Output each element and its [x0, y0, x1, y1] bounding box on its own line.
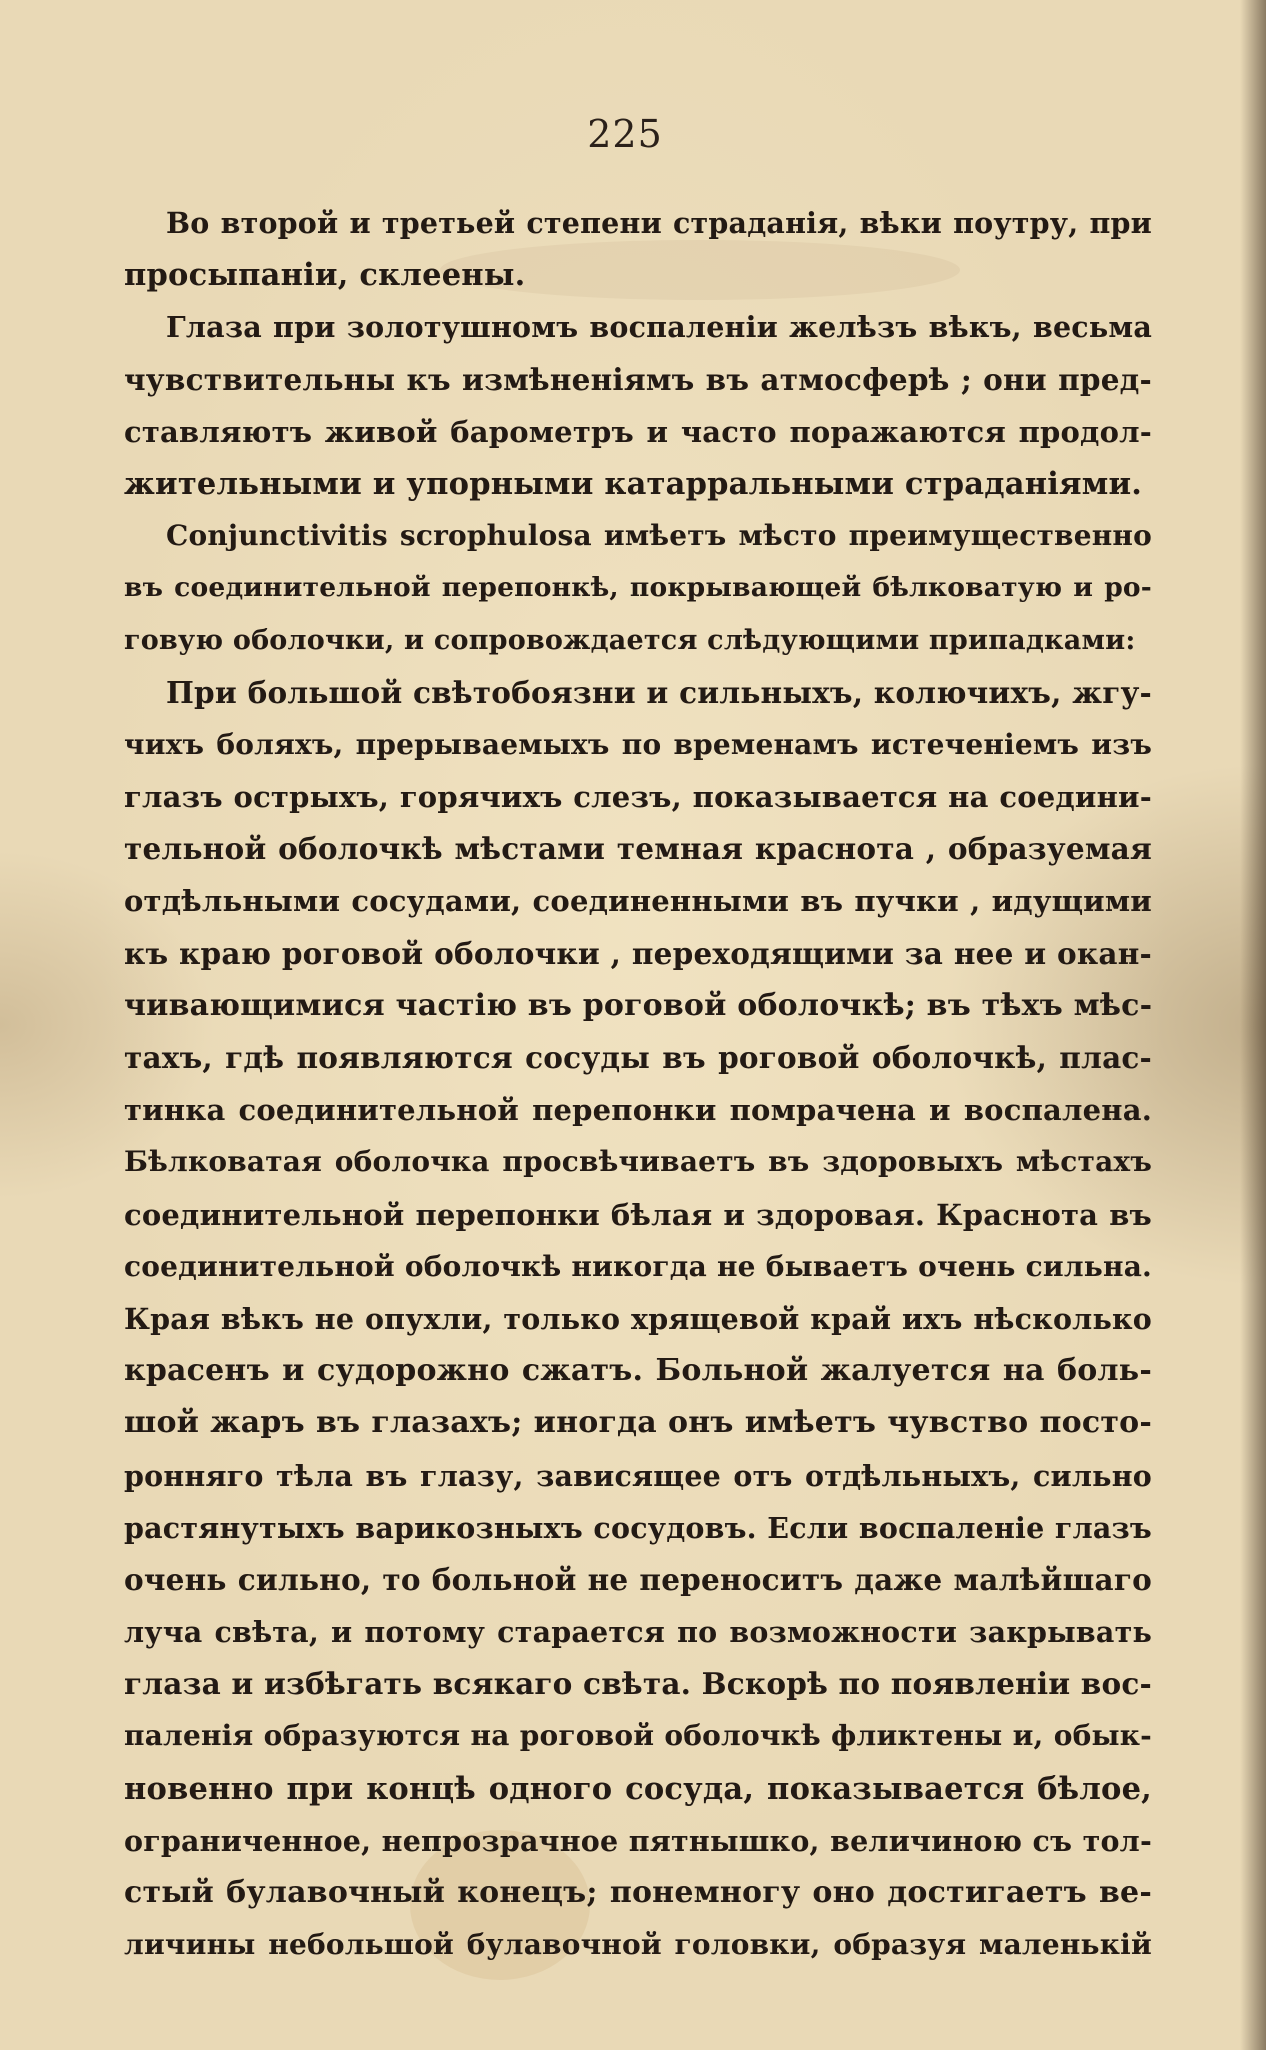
- text-line: глазъ острыхъ, горячихъ слезъ, показывается на соедини-: [124, 780, 1152, 815]
- text-line: соединительной перепонки бѣлая и здоровая. Краснота въ: [124, 1197, 1152, 1232]
- text-line: отдѣльными сосудами, соединенными въ пучки , идущими: [124, 884, 1152, 919]
- text-line: чихъ боляхъ, прерываемыхъ по временамъ истеченіемъ изъ: [124, 727, 1152, 761]
- text-line: глаза и избѣгать всякаго свѣта. Вскорѣ по появленіи вос-: [124, 1666, 1152, 1702]
- text-line: говую оболочки, и сопровождается слѣдующими припадками:: [124, 624, 1136, 656]
- text-line: ограниченное, непрозрачное пятнышко, величиною съ тол-: [124, 1823, 1152, 1858]
- text-line: жительными и упорными катарральными страданіями.: [124, 465, 1143, 502]
- text-line: тельной оболочкѣ мѣстами темная краснота , образуемая: [124, 831, 1152, 867]
- text-line: Глаза при золотушномъ воспаленіи желѣзъ вѣкъ, весьма: [166, 310, 1152, 345]
- page-edge-shadow: [1240, 0, 1266, 2050]
- text-line: къ краю роговой оболочки , переходящими за нее и окан-: [124, 935, 1152, 971]
- text-line: новенно при концѣ одного сосуда, показывается бѣлое,: [124, 1770, 1152, 1807]
- text-line: Края вѣкъ не опухли, только хрящевой край ихъ нѣсколько: [124, 1301, 1152, 1336]
- text-line: Conjunctivitis scrophulosa имѣетъ мѣсто преимущественно: [166, 519, 1152, 553]
- text-line: паленія образуются на роговой оболочкѣ фликтены и, обык-: [124, 1719, 1152, 1753]
- text-line: стый булавочный конецъ; понемногу оно достигаетъ ве-: [124, 1875, 1152, 1910]
- text-line: Во второй и третьей степени страданія, вѣки поутру, при: [166, 206, 1152, 240]
- text-line: растянутыхъ варикозныхъ сосудовъ. Если воспаленіе глазъ: [124, 1510, 1152, 1545]
- text-line: личины небольшой булавочной головки, образуя маленькій: [124, 1928, 1152, 1962]
- text-line: чивающимися частію въ роговой оболочкѣ; въ тѣхъ мѣс-: [124, 987, 1152, 1023]
- text-line: ставляютъ живой барометръ и часто поражаются продол-: [124, 414, 1152, 449]
- text-line: очень сильно, то больной не переноситъ даже малѣйшаго: [124, 1561, 1152, 1597]
- text-line: Бѣлковатая оболочка просвѣчиваетъ въ здоровыхъ мѣстахъ: [124, 1145, 1152, 1179]
- body-text: [124, 197, 1152, 1971]
- page-number: 225: [587, 112, 663, 156]
- text-line: просыпаніи, склеены.: [124, 257, 526, 294]
- text-line: въ соединительной перепонкѣ, покрывающей бѣлковатую и ро-: [124, 572, 1152, 604]
- text-line: чувствительны къ измѣненіямъ въ атмосферѣ ; они пред-: [124, 361, 1152, 397]
- text-line: красенъ и судорожно сжатъ. Больной жалуется на боль-: [124, 1353, 1152, 1389]
- text-line: соединительной оболочкѣ никогда не бываетъ очень сильна.: [124, 1249, 1152, 1283]
- text-line: тинка соединительной перепонки помрачена и воспалена.: [124, 1093, 1152, 1128]
- text-line: При большой свѣтобоязни и сильныхъ, колючихъ, жгу-: [166, 674, 1152, 710]
- text-line: шой жаръ въ глазахъ; иногда онъ имѣетъ чувство посто-: [124, 1405, 1152, 1441]
- text-line: ронняго тѣла въ глазу, зависящее отъ отдѣльныхъ, сильно: [124, 1458, 1152, 1493]
- text-line: тахъ, гдѣ появляются сосуды въ роговой оболочкѣ, плас-: [124, 1040, 1152, 1075]
- text-line: луча свѣта, и потому старается по возможности закрывать: [124, 1615, 1152, 1650]
